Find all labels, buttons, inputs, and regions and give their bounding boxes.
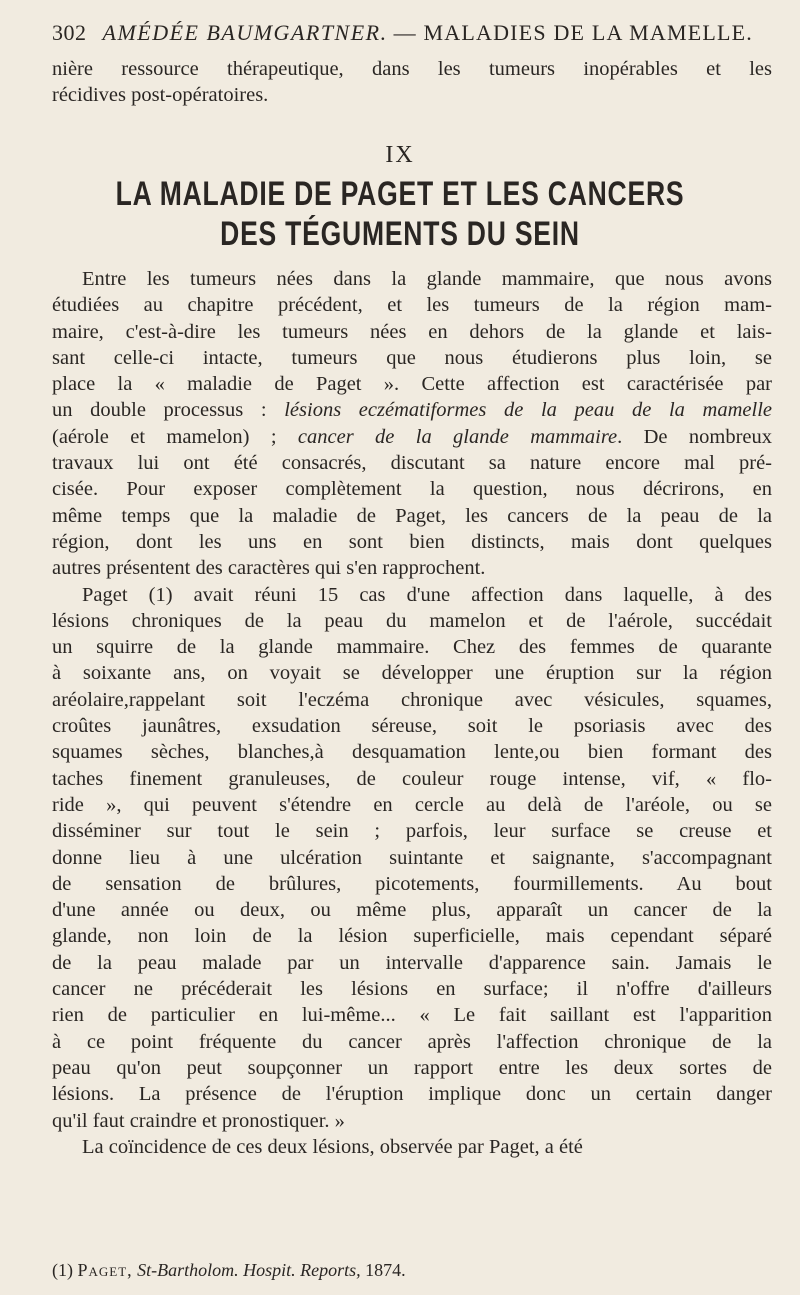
italic-run: cancer de la glande mammaire xyxy=(297,425,618,448)
footnote xyxy=(52,1260,772,1281)
text-line: à ce point fréquente du cancer après l'affection chronique de la xyxy=(52,1030,772,1053)
text-line: taches finement granuleuses, de couleur rouge intense, vif, « flo- xyxy=(52,767,772,790)
chapter-title-line-1: LA MALADIE DE PAGET ET LES CANCERS xyxy=(115,175,685,213)
text-line: un squirre de la glande mammaire. Chez des femmes de quarante xyxy=(52,636,772,659)
text-line: étudiées au chapitre précédent, et les tumeurs de la région mam- xyxy=(52,294,772,317)
page-number: 302 xyxy=(52,20,87,45)
text-line: nière ressource thérapeutique, dans les tumeurs inopérables et les xyxy=(52,58,772,80)
text-line: Entre les tumeurs nées dans la glande mammaire, que nous avons xyxy=(82,268,772,290)
intro-text xyxy=(52,56,772,109)
paragraph-1 xyxy=(52,266,772,1160)
text-line: travaux lui ont été consacrés, discutant sa nature encore mal pré- xyxy=(52,452,772,475)
text-line: aréolaire,rappelant soit l'eczéma chronique avec vésicules, squames, xyxy=(52,688,772,711)
text-line: place la « maladie de Paget ». Cette affection est caractérisée par xyxy=(52,373,772,396)
text-line: Paget (1) avait réuni 15 cas d'une affection dans laquelle, à des xyxy=(82,583,772,606)
text-line: donne lieu à une ulcération suintante et saignante, s'accompagnant xyxy=(52,846,772,869)
text-line: ride », qui peuvent s'étendre en cercle au delà de l'aréole, ou se xyxy=(52,793,772,816)
text-line: récidives post-opératoires. xyxy=(52,84,269,107)
italic-run: lésions eczématiformes de la peau de la mamelle xyxy=(284,399,773,422)
running-head xyxy=(52,20,772,46)
text-line: même temps que la maladie de Paget, les cancers de la peau de la xyxy=(52,504,772,527)
text-line xyxy=(52,424,772,450)
footnote-author: Paget, xyxy=(77,1260,133,1280)
text-run: un double processus : xyxy=(52,399,285,422)
text-line: peau qu'on peut soupçonner un rapport entre les deux sortes de xyxy=(52,1056,772,1079)
text-line: d'une année ou deux, ou même plus, apparaît un cancer de la xyxy=(52,899,772,922)
text-line: La coïncidence de ces deux lésions, observée par Paget, a été xyxy=(82,1135,583,1158)
text-line: disséminer sur tout le sein ; parfois, leur surface se creuse et xyxy=(52,820,772,843)
text-line: lésions. La présence de l'éruption implique donc un certain danger xyxy=(52,1083,772,1106)
text-line: autres présentent des caractères qui s'en rapprochent. xyxy=(52,557,486,580)
running-head-author: AMÉDÉE BAUMGARTNER. xyxy=(102,20,388,45)
text-line: cisée. Pour exposer complètement la question, nous décrirons, en xyxy=(52,478,772,501)
text-line: de sensation de brûlures, picotements, fourmillements. Au bout xyxy=(52,872,772,895)
text-line: sant celle-ci intacte, tumeurs que nous étudierons plus loin, se xyxy=(52,346,772,369)
chapter-number: IX xyxy=(385,142,415,168)
text-line: lésions chroniques de la peau du mamelon et de l'aérole, succédait xyxy=(52,609,772,632)
text-line: à soixante ans, on voyait se développer une éruption sur la région xyxy=(52,662,772,685)
text-line: de la peau malade par un intervalle d'apparence sain. Jamais le xyxy=(52,951,772,974)
text-run: (aérole et mamelon) ; xyxy=(52,425,298,448)
text-line: squames sèches, blanches,à desquamation lente,ou bien formant des xyxy=(52,741,772,764)
text-line: glande, non loin de la lésion superficielle, mais cependant séparé xyxy=(52,925,772,948)
text-line xyxy=(52,397,772,423)
text-line: rien de particulier en lui-même... « Le fait saillant est l'apparition xyxy=(52,1004,772,1027)
chapter-title-line-2: DES TÉGUMENTS DU SEIN xyxy=(220,215,580,253)
text-line: maire, c'est-à-dire les tumeurs nées en dehors de la glande et lais- xyxy=(52,320,772,343)
text-line: cancer ne précéderait les lésions en surface; il n'offre d'ailleurs xyxy=(52,978,772,1001)
text-line: qu'il faut craindre et pronostiquer. » xyxy=(52,1109,345,1132)
text-line: croûtes jaunâtres, exsudation séreuse, soit le psoriasis avec des xyxy=(52,715,772,738)
footnote-marker: (1) xyxy=(52,1260,78,1280)
text-line: région, dont les uns en sont bien distincts, mais dont quelques xyxy=(52,530,772,553)
footnote-source: St-Bartholom. Hospit. Reports, xyxy=(132,1260,361,1280)
running-head-subject: — MALADIES DE LA MAMELLE. xyxy=(393,20,753,45)
footnote-year: 1874. xyxy=(360,1260,406,1280)
text-run: . De nombreux xyxy=(617,425,772,448)
